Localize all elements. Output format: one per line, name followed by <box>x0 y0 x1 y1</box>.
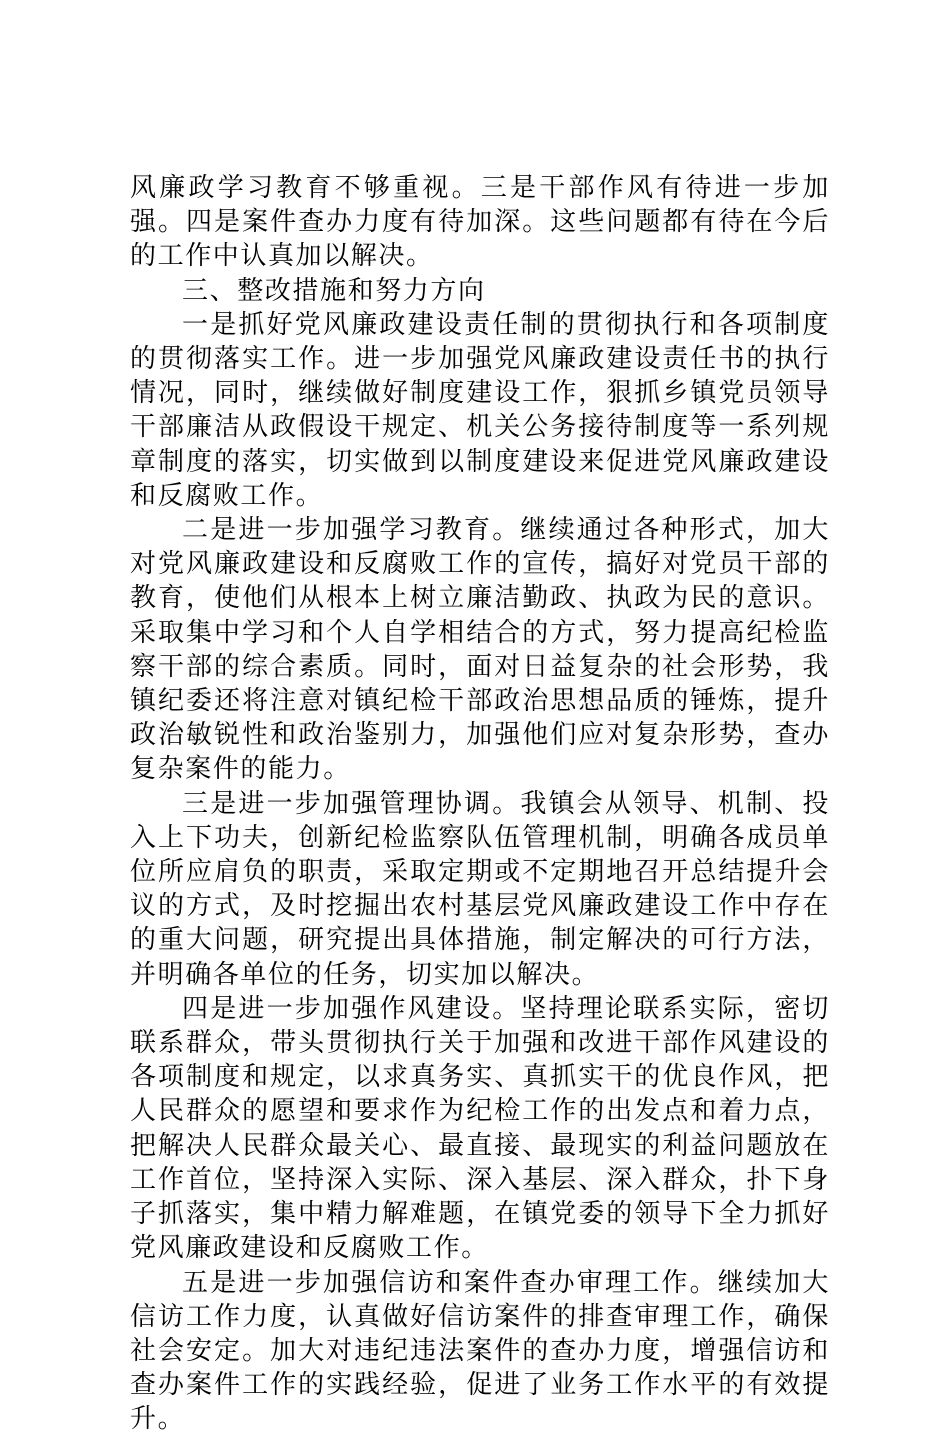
paragraph-measure-1: 一是抓好党风廉政建设责任制的贯彻执行和各项制度的贯彻落实工作。进一步加强党风廉政建设责任书的执行情况，同时，继续做好制度建设工作，狠抓乡镇党员领导干部廉洁从政假设干规定、机关公务接待制度等一系列规章制度的落实，切实做到以制度建设来促进党风廉政建设和反腐败工作。 <box>130 309 830 511</box>
paragraph-continuation: 风廉政学习教育不够重视。三是干部作风有待进一步加强。四是案件查办力度有待加深。这些问题都有待在今后的工作中认真加以解决。 <box>130 173 830 272</box>
document-body <box>130 171 830 1437</box>
paragraph-measure-2: 二是进一步加强学习教育。继续通过各种形式，加大对党风廉政建设和反腐败工作的宣传，搞好对党员干部的教育，使他们从根本上树立廉洁勤政、执政为民的意识。采取集中学习和个人自学相结合的方式，努力提高纪检监察干部的综合素质。同时，面对日益复杂的社会形势，我镇纪委还将注意对镇纪检干部政治思想品质的锤炼，提升政治敏锐性和政治鉴别力，加强他们应对复杂形势，查办复杂案件的能力。 <box>130 515 830 785</box>
section-heading: 三、整改措施和努力方向 <box>182 275 486 306</box>
paragraph-measure-5: 五是进一步加强信访和案件查办审理工作。继续加大信访工作力度，认真做好信访案件的排查审理工作，确保社会安定。加大对违纪违法案件的查办力度，增强信访和查办案件工作的实践经验，促进了业务工作水平的有效提升。 <box>130 1267 830 1435</box>
paragraph-measure-4: 四是进一步加强作风建设。坚持理论联系实际，密切联系群众，带头贯彻执行关于加强和改进干部作风建设的各项制度和规定，以求真务实、真抓实干的优良作风，把人民群众的愿望和要求作为纪检工作的出发点和着力点，把解决人民群众最关心、最直接、最现实的利益问题放在工作首位，坚持深入实际、深入基层、深入群众，扑下身子抓落实，集中精力解难题，在镇党委的领导下全力抓好党风廉政建设和反腐败工作。 <box>130 993 830 1264</box>
paragraph-measure-3: 三是进一步加强管理协调。我镇会从领导、机制、投入上下功夫，创新纪检监察队伍管理机制，明确各成员单位所应肩负的职责，采取定期或不定期地召开总结提升会议的方式，及时挖掘出农村基层党风廉政建设工作中存在的重大问题，研究提出具体措施，制定解决的可行方法，并明确各单位的任务，切实加以解决。 <box>130 788 830 990</box>
